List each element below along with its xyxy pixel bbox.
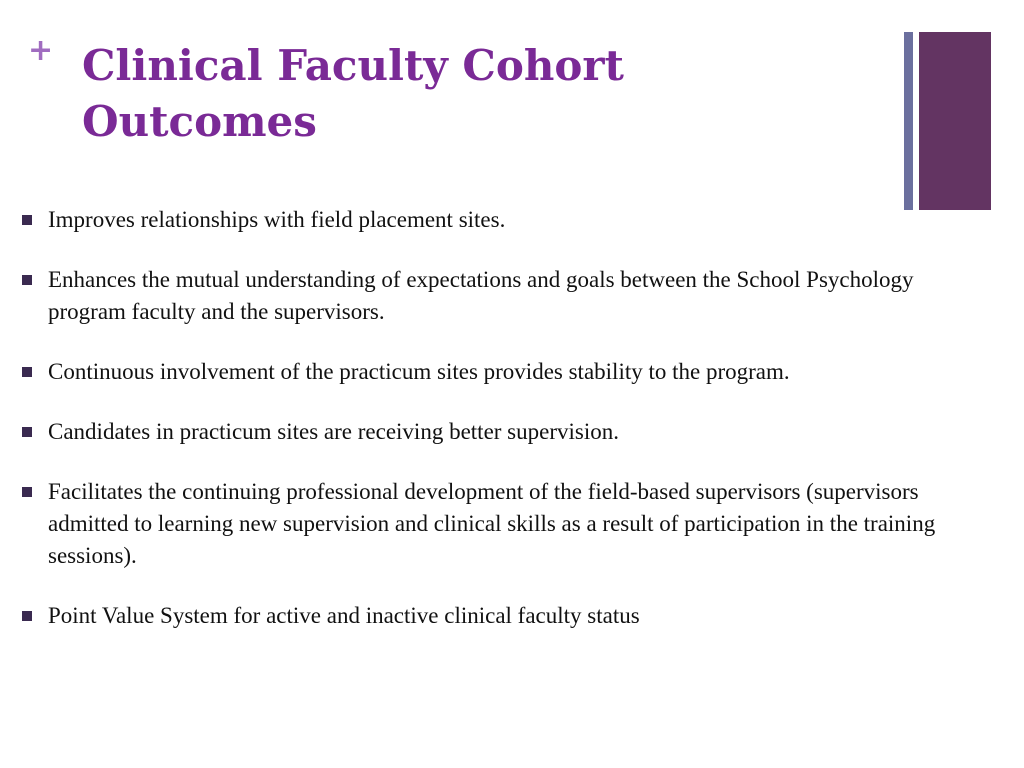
bullet-item bbox=[20, 356, 960, 388]
square-bullet-icon bbox=[22, 275, 32, 285]
bullet-list bbox=[20, 204, 960, 660]
bullet-text: Enhances the mutual understanding of expectations and goals between the School Psychology program faculty and the supervisors. bbox=[48, 267, 914, 324]
decorative-bar-thin bbox=[904, 32, 913, 210]
square-bullet-icon bbox=[22, 611, 32, 621]
square-bullet-icon bbox=[22, 427, 32, 437]
bullet-item bbox=[20, 204, 960, 236]
slide-title: Clinical Faculty Cohort Outcomes bbox=[82, 41, 624, 146]
bullet-text: Candidates in practicum sites are receiving better supervision. bbox=[48, 419, 619, 444]
bullet-item bbox=[20, 416, 960, 448]
square-bullet-icon bbox=[22, 487, 32, 497]
bullet-item bbox=[20, 264, 960, 328]
square-bullet-icon bbox=[22, 215, 32, 225]
decorative-bar-thick bbox=[919, 32, 991, 210]
bullet-text: Continuous involvement of the practicum sites provides stability to the program. bbox=[48, 359, 790, 384]
bullet-text: Improves relationships with field placement sites. bbox=[48, 207, 506, 232]
bullet-item bbox=[20, 476, 960, 572]
bullet-text: Point Value System for active and inactive clinical faculty status bbox=[48, 603, 640, 628]
bullet-item bbox=[20, 600, 960, 632]
bullet-text: Facilitates the continuing professional development of the field-based supervisors (supervisors admitted to learning new supervision and clinical skills as a result of participation in the training sessions). bbox=[48, 479, 936, 568]
square-bullet-icon bbox=[22, 367, 32, 377]
plus-icon: + bbox=[28, 33, 54, 68]
